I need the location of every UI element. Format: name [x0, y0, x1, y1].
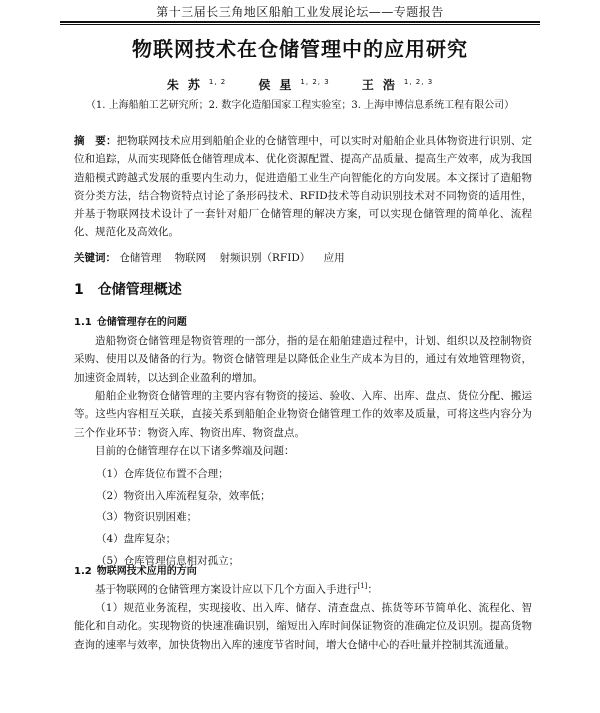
author-2: 侯星$^{1, 2, 3}$ — [258, 78, 330, 92]
running-header: 第十三届长三角地区船舶工业发展论坛——专题报告 — [156, 5, 444, 19]
author-3: 王浩$^{1, 2, 3}$ — [361, 78, 434, 92]
paper-title: 物联网技术在仓储管理中的应用研究 — [132, 37, 468, 61]
subsection-title: 仓储管理存在的问题 — [96, 317, 187, 328]
keyword: 射频识别（RFID） — [219, 252, 311, 264]
citation-ref: [1] — [357, 582, 368, 590]
section-heading — [74, 279, 532, 299]
body-paragraph: 船舶企业物资仓储管理的主要内容有物资的接运、验收、入库、出库、盘点、货位分配、搬运等。这些内容相互关联，直接关系到船舶企业物资仓储管理工作的效率及质量，可将这些内容分为三个作业环节：物资入库、物资出库、物资盘点。 — [74, 390, 532, 439]
keyword: 物联网 — [174, 252, 207, 264]
section-number: 1 — [74, 282, 84, 298]
subsection-number: 1.2 — [74, 566, 92, 577]
header-rule — [60, 21, 540, 23]
abstract-text: 把物联网技术应用到船舶企业的仓储管理中，可以实时对船舶企业具体物资进行识别、定位和追踪，从而实现降低仓储管理成本、优化资源配置、提高产品质量、提高生产效率，成为我国造船模式跨越式发展的重要内生动力，促进造船工业生产向智能化的方向发展。本文探讨了造船物资分类方法，结合物资特点讨论了条形码技术、RFID技术等自动识别技术对不同物资的适用性，并基于物联网技术设计了一套针对船厂仓储管理的解决方案，可以实现仓储管理的简单化、流程化、规范化及高效化。 — [74, 135, 533, 239]
author-line — [0, 76, 600, 93]
keyword: 仓储管理 — [119, 252, 162, 264]
list-item: （5）仓库管理信息相对孤立； — [96, 554, 240, 567]
subsection-title: 物联网技术应用的方向 — [96, 566, 197, 577]
body-paragraph: 目前的仓储管理存在以下诸多弊端及问题： — [95, 445, 295, 457]
list-item: （3）物资识别困难； — [96, 511, 198, 524]
subsection-number: 1.1 — [74, 317, 92, 328]
keyword: 应用 — [323, 252, 345, 264]
abstract — [74, 132, 532, 242]
body-paragraph: （1）规范业务流程，实现接收、出入库、储存、清查盘点、拣货等环节简单化、流程化、智能化和自动化。实现物资的快速准确识别，缩短出入库时间保证物资的准确定位及识别。提高货物查询的速率与效率，加快货物出入库的速度节省时间，增大仓储中心的吞吐量并控制其流通量。 — [74, 602, 532, 651]
list-item: （4）盘库复杂； — [96, 533, 177, 546]
list-item: （2）物资出入库流程复杂，效率低； — [96, 489, 271, 502]
abstract-label: 摘 要： — [74, 135, 117, 147]
header-rule-thin — [60, 24, 540, 25]
affiliations: （1. 上海船舶工艺研究所；2. 数字化造船国家工程实验室；3. 上海申博信息系统工程有限公司） — [85, 100, 515, 111]
author-1: 朱苏$^{1, 2}$ — [166, 78, 227, 92]
body-paragraph: 基于物联网的仓储管理方案设计应以下几个方面入手进行[1]： — [95, 582, 378, 596]
section-title: 仓储管理概述 — [97, 282, 182, 298]
body-paragraph: 造船物资仓储管理是物资管理的一部分，指的是在船舶建造过程中，计划、组织以及控制物资采购、使用以及储备的行为。物资仓储管理是以降低企业生产成本为目的，通过有效地管理物资，加速资金周转，以达到企业盈利的增加。 — [74, 335, 532, 384]
list-item: （1）仓库货位布置不合理； — [96, 468, 229, 480]
keywords-label: 关键词： — [74, 252, 116, 264]
subsection-heading — [74, 313, 532, 328]
keywords — [74, 250, 532, 266]
subsection-heading — [74, 562, 532, 577]
problem-list — [96, 464, 526, 573]
